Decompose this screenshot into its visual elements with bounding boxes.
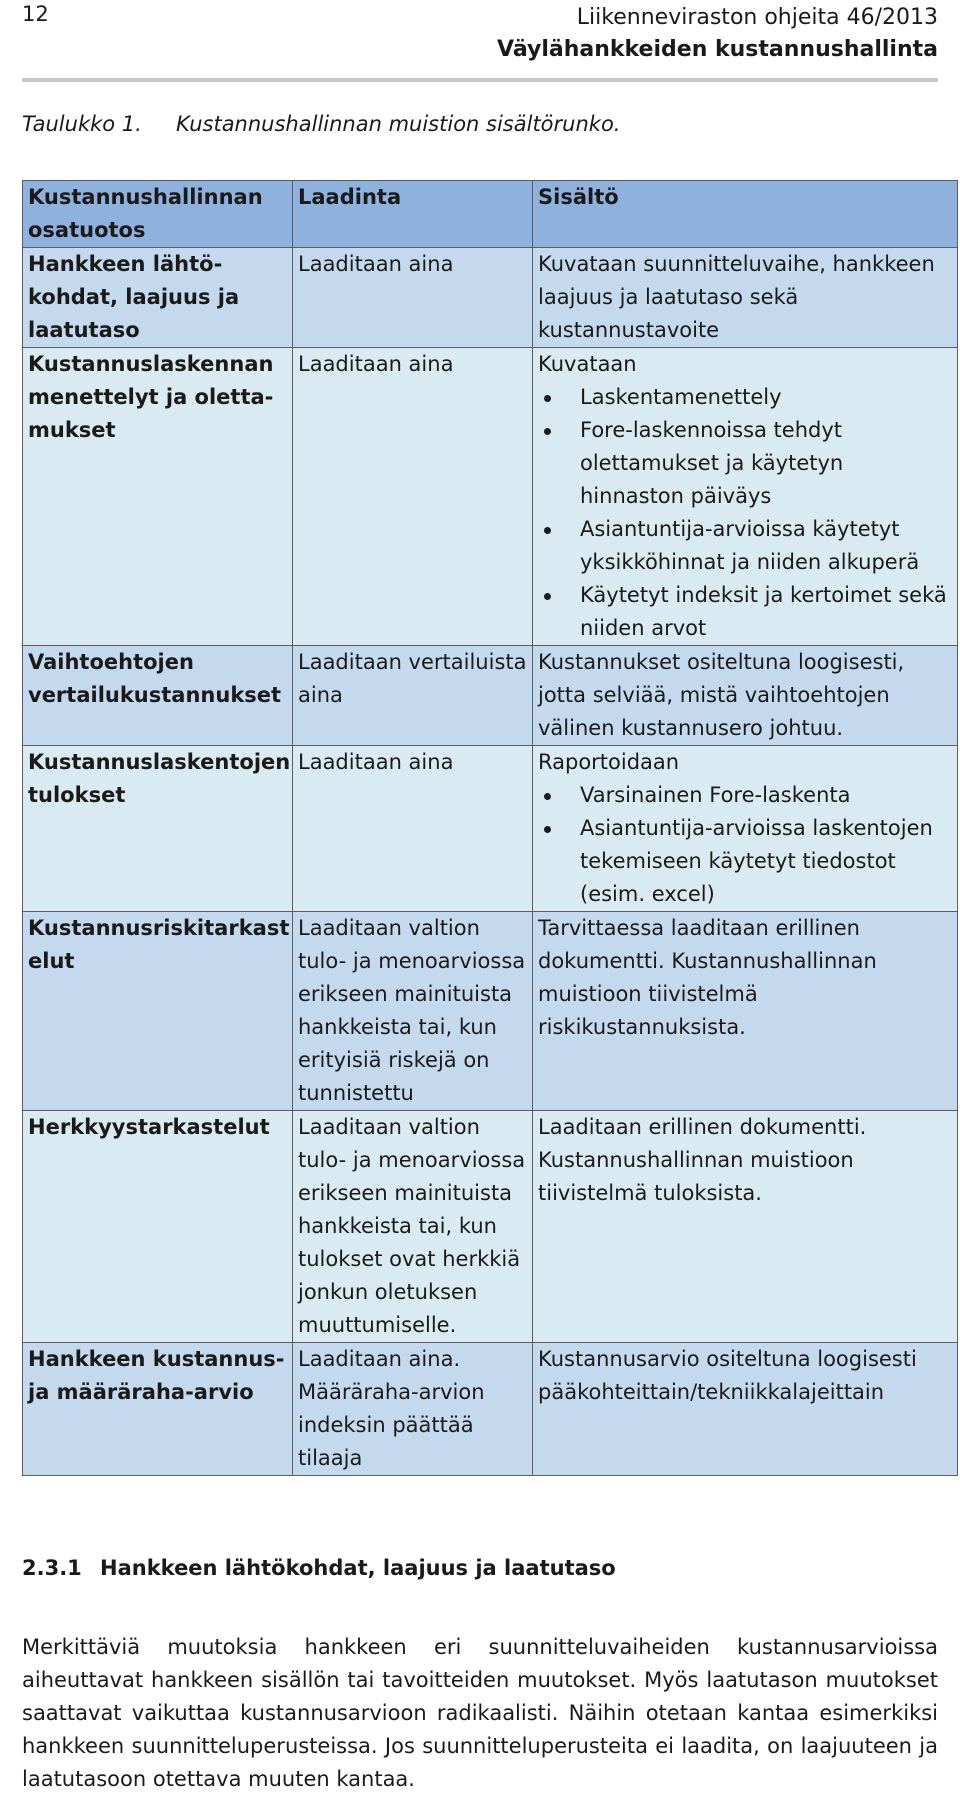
table-caption xyxy=(22,112,620,136)
bullet-list xyxy=(538,779,953,911)
table-row xyxy=(23,1343,958,1476)
content-cell: Tarvittaessa laaditaan erillinen dokumentti. Kustannushallinnan muistioon tiivistelmä riskikustannuksista. xyxy=(533,912,958,1111)
list-item: Fore-laskennoissa tehdyt olettamukset ja käytetyn hinnaston päiväys xyxy=(538,414,953,513)
part-cell: Vaihtoehtojen vertailukustannukset xyxy=(23,646,293,746)
table-row xyxy=(23,1111,958,1343)
document-title: Väylähankkeiden kustannushallinta xyxy=(497,37,938,62)
table-row xyxy=(23,646,958,746)
list-item: Asiantuntija-arvioissa laskentojen tekemiseen käytetyt tiedostot (esim. excel) xyxy=(538,812,953,911)
section-title: Hankkeen lähtökohdat, laajuus ja laatutaso xyxy=(100,1556,616,1580)
table-number: Taulukko 1. xyxy=(22,112,142,136)
part-cell: Hankkeen kustannus- ja määräraha-arvio xyxy=(23,1343,293,1476)
part-cell: Herkkyystarkastelut xyxy=(23,1111,293,1343)
content-cell: Laaditaan erillinen dokumentti. Kustannushallinnan muistioon tiivistelmä tuloksista. xyxy=(533,1111,958,1343)
part-cell: Kustannusriskitarkast elut xyxy=(23,912,293,1111)
body-paragraph: Merkittäviä muutoksia hankkeen eri suunnitteluvaiheiden kustannusarvioissa aiheuttavat hankkeen sisällön tai tavoitteiden muutokset. Myös laatutason muutokset saattavat vaikuttaa kustannusarvioon radikaalisti. Näihin otetaan kantaa esimerkiksi hankkeen suunnitteluperusteissa. Jos suunnitteluperusteita ei laadita, on laajuuteen ja laatutasoon otettava muuten kantaa. xyxy=(22,1635,938,1791)
content-cell: Kustannusarvio ositeltuna loogisesti pääkohteittain/tekniikkalajeittain xyxy=(533,1343,958,1476)
laadinta-cell: Laaditaan valtion tulo- ja menoarviossa erikseen mainituista hankkeista tai, kun erityisiä riskejä on tunnistettu xyxy=(293,912,533,1111)
part-cell: Kustannuslaskentojen tulokset xyxy=(23,746,293,912)
table-header-row xyxy=(23,181,958,248)
list-item: Käytetyt indeksit ja kertoimet sekä niiden arvot xyxy=(538,579,953,645)
section-heading xyxy=(22,1556,616,1580)
laadinta-cell: Laaditaan valtion tulo- ja menoarviossa erikseen mainituista hankkeista tai, kun tulokset ovat herkkiä jonkun oletuksen muuttumiselle. xyxy=(293,1111,533,1343)
content-cell: Kustannukset ositeltuna loogisesti, jotta selviää, mistä vaihtoehtojen välinen kustannusero johtuu. xyxy=(533,646,958,746)
table-row xyxy=(23,912,958,1111)
table-caption-text: Kustannushallinnan muistion sisältörunko. xyxy=(176,112,621,136)
bullet-list xyxy=(538,381,953,645)
content-cell xyxy=(533,746,958,912)
running-header xyxy=(497,2,938,66)
laadinta-cell: Laaditaan aina xyxy=(293,746,533,912)
laadinta-cell: Laaditaan aina xyxy=(293,348,533,646)
content-cell: Kuvataan suunnitteluvaihe, hankkeen laajuus ja laatutaso sekä kustannustavoite xyxy=(533,248,958,348)
part-cell: Hankkeen lähtö- kohdat, laajuus ja laatutaso xyxy=(23,248,293,348)
list-item: Laskentamenettely xyxy=(538,381,953,414)
laadinta-cell: Laaditaan vertailuista aina xyxy=(293,646,533,746)
page-number: 12 xyxy=(22,2,49,26)
content-cell xyxy=(533,348,958,646)
table-row xyxy=(23,248,958,348)
column-header: Laadinta xyxy=(293,181,533,248)
column-header: Sisältö xyxy=(533,181,958,248)
laadinta-cell: Laaditaan aina. Määräraha-arvion indeksin päättää tilaaja xyxy=(293,1343,533,1476)
column-header: Kustannushallinnan osatuotos xyxy=(23,181,293,248)
list-item: Asiantuntija-arvioissa käytetyt yksikköhinnat ja niiden alkuperä xyxy=(538,513,953,579)
laadinta-cell: Laaditaan aina xyxy=(293,248,533,348)
cost-memo-table xyxy=(22,180,958,1476)
list-item: Varsinainen Fore-laskenta xyxy=(538,779,953,812)
section-number: 2.3.1 xyxy=(22,1556,82,1580)
part-cell: Kustannuslaskennan menettelyt ja oletta- mukset xyxy=(23,348,293,646)
table-row xyxy=(23,348,958,646)
header-divider xyxy=(22,78,938,82)
content-intro: Kuvataan xyxy=(538,352,637,376)
content-intro: Raportoidaan xyxy=(538,750,680,774)
table-row xyxy=(23,746,958,912)
series-title: Liikenneviraston ohjeita 46/2013 xyxy=(576,5,938,30)
